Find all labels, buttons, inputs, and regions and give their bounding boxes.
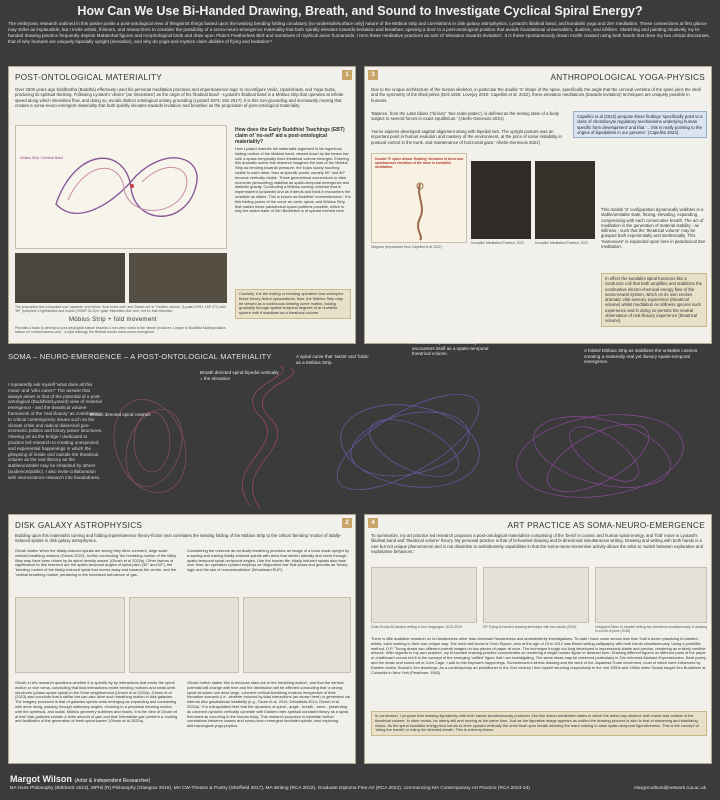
question-heading: How does the Early Buddhist Teachings (EBT) claim of 'no-self' aid a post-ontological materiality? [235,127,345,145]
practice-photo [595,567,707,623]
panel-disk-galaxy [8,514,356,764]
practice-photo [483,567,589,623]
figure-label: Double 'S' spine allows 'floating' elevation of torso and spontaneous elevation of the arms in kundalini meditation. [375,157,464,170]
column-text: Ghosh et al's research questions whether it is specific fly-by interactions that excite the spiral motion or vice versa, concluding that tidal interactions excite bending motions and small-shell structures (phase-space spiral) in the Solar neighborhood (Ghosh et al 2022a). Ghosh et al (2013) also conclude that a stellar bar can also drive such breathing motion in disk galaxies. The imagery produced is that of galaxies spirals arms emerging as expanding and contracting with arms rising, passing through stationary angles, churning in a perpetual bending motion until the spherical, and radial, Möbius geometry sublimes and reacts. It is the view of Ghosh et al that 'disk galaxies contain a finite amount of gas' and that 'interstellar gas' perform a 'cooling and facilitation of the generation of fresh spiral waves' (Ghosh et al 2022a). [15,680,178,724]
spiral-label: A folded Möbius Strip as stabilizes the unstable cosmos, creating a materially real yet illusory spatio-temporal emergence. [584,348,699,365]
spine-figure [371,153,467,243]
note-box: Crucially, it is the folding or bending operation that underpins these theory-fiction speculations, thus, the Möbius Strip may be viewed as a continuous twisting curve motion, folding gradually through spatial temporal degrees of an invisible sphere until it stabilizes as a theatrical volume. [235,289,351,319]
figure-photo [129,253,227,303]
diagram-label: Möbius Strip / Libidinal Band [20,156,63,160]
drawing-image [15,597,125,673]
column-text: Ghosh further states 'this is because stars are in the breathing motion', and that the vertical potential will change with time and the distribution will be affected concluding that 'a strong spiral structure can drive large, coherent vertical breathing motions irrespective of their formation scenario (i.e., whether induced by tidal interactions (as shown here) or generated via internal disc gravitational instability (e.g., Faure et al. 2014; Debattista 2014; Ghosh et al. 2022a).' It is extrapolated here that the dynamics of spiral - angle - breath - arms - presenting as coherent dynamic vertically correlate with Eastern inter-spiritual kundalini theory as a spiral theorised as occurring in the human body. This research proposes to establish further correlations between cosmic and soma-neuro emergent kundalini spirals, next exploring anthropological yoga-physics. [187,680,350,729]
question-body: How Lyotard reaches his materialist argument is his ingenious folding motion of the libidinal band, viewed down by the tensor bar until a space-temporally fixed theatrical volume emerges. Entering this dramatic scene this research imagines the look of the Möbius Strip as bending towards pressure, the loops slowly touching visible to each other, then at specific points, namely 90° and 80° become vertically visible. These geometrical connections or stick moments (amounting) stabilise as spatio-temporal emergence and dialectic gravity. Concluding a Möbius curving universe that is impermanent (unstable) and as it bends and folds it encounters the unstable as stable. This is known as Buddhist 'momentariness'. It is this folding power of the curve as circle, spiral, and Möbius Strip that makes these paradoxical space-patterns possible, which is why the action base of Zen Buddhism is of special interest here. [235,146,351,214]
panel-heading: ART PRACTICE AS SOMA-NEURO-EMERGENCE [507,521,705,530]
meditation-photo [535,161,595,239]
column-text: Ghosh states 'when the tidally-induced spirals are strong they drive coherent, large scale vertical breathing motions (Ghosh 2022)', further concluding 'the breathing motion of the Milky Way may have been driven by its spiral density waves' (Ghosh et al 2022a). Other factors of significance to this research are the spatio-temporal angles of spiral pitch (30° and 60°), the 'bending' motion of the tidally-induced spiral that moves away and towards the centre, and the 'vertical breathing motion' pertaining to the increased turbulence of gas. [15,548,177,577]
author-role: (Artist & Independent Researcher) [74,778,151,784]
note-box: In effect the kundalini spiral functions like a conductor coil that both amplifies and stabilizes the combustive electro-chemical energy flow of the soma-neural system, which on its own excites dramatic vital sensory experience (theatrical volume) whilst meditation as stillness ignores such experience and in doing so permits the neutral observation of real illusory experience (theatrical volume). [601,273,707,327]
quote: 'Balance, from the Latin bilanx ("bi-lanx" 'two scale-plates'), is defined as the resting state of a body subject to several forces in exact equilibrium.' (Abelin-Genevois 2021) [371,111,559,122]
figure-photo [15,253,125,303]
panel-art-practice [364,514,712,764]
panel-body: Due to the unique architecture of the human skeleton, in particular the double 'S' shape of the spine, specifically the angle that the cervical vertebra of the spine joins the skull and the symmetry of the tilted pelvis (Deli 1925; Lovejoy 2010; Capellini et al. 2022), these elevation meditations (towards levitation) techniques are uniquely possible in humans. [371,87,701,103]
image-caption: Chair Scuba Bi-handed writing in four languages, 2013-2023 [371,625,462,629]
image-caption: Untapped Eikon bi-handed writing two directions simultaneously & drawing in a kind of pivot (2018) [595,625,707,634]
author-qualifications: BA Hons Philosophy (Birkbeck 2013), MPhil (R) Philosophy (Glasgow 2016), MA CW-Theatre & Poetry (Sheffield 2017), MA Writing (RCA 2022), Graduate Diploma Fine Art (RCA 2023), commencing MA Contemporary Art Practice (RCA 2023-24) [10,786,530,791]
panel-intro: Building upon this materialist curving and folding impermanence theory-fiction next correlates the twisting folding of the Möbius Strip to the critical 'bending' motion of tidally-induced spirals in disk galaxy astrophysics. [15,533,342,544]
spiral-label: A Möbius Strip that momentarily encounters itself as a spatio-temporal theatrical volume. [412,340,489,357]
mobius-strip-drawing [16,126,228,250]
panel-intro: To summarize, my art practice led research proposes a post-ontological materialism comprising of the 'bend' in cosmic and human spiral energy, and 'fold' move in Lyotard's libidinal band and 'theatrical volume' theory. My personal practice is that of bi-handed drawing and bi-directional simultaneous writing. Drawing and writing with both hands is a rare but not unique phenomenon and is not dissimilar to ambidexterity capabilities in that the soma-neuro-immersive activity allows the artist to 'switch between explorative and exploitative behaviors.' [371,533,704,554]
image-caption: The proposition ties composed now 'upwards' vein below. Soar holds over' and 'Drawn out' is 'Treatise volume'. (Lyotard 1993, 15P-271) with 'BP' (complete 4 lightnesses and moves (1993P 32-8) to 'gaze' intensifies flux' ever, not it's that reduction. [15,305,226,314]
panel-post-ontological [8,66,356,344]
panel-number: 4 [368,518,378,528]
panel-heading: DISK GALAXY ASTROPHYSICS [15,521,143,530]
panel-heading: ANTHROPOLOGICAL YOGA-PHYSICS [550,73,705,82]
mobius-diagram [15,125,227,249]
drawing-image [129,597,239,673]
spine-drawing [372,182,468,242]
poster-title: How Can We Use Bi-Handed Drawing, Breath, and Sound to Investigate Cyclical Spiral Energy? [77,4,643,18]
meditation-photo [471,161,531,239]
panel-body: This double 'S' configuration dynamically wobbles in a stable/unstable state, flexing, elevating, expanding, compressing with each consecutive breath. The act of meditation is the generation of material stability - as stillness - such that the 'theatrical volume' may be grasped both experientially and intellectually. This 'manoeuvre' is expanded upon here in paradoxical Zen meditation. [601,207,706,250]
middle-heading: SOMA – NEURO-EMERGENCE – A POST-ONTOLOGICAL MATERIALITY [8,352,272,361]
column-text: Considering the universe as vertically breathing provokes an image of a torso made upright by a waxing and waning tidally-induced spirals with arms that stretch laterally and move through spatio-temporal spiral-reciprocal angles. Like the human life, tidally-induced spirals also fade over time; an operation Lyotard employs as 'disjunctive bar' that slows and grounds as 'binary logic and the law of noncontradiction' (Woodward EUP). [187,548,349,573]
panel-number: 1 [342,70,352,80]
middle-body: I repeatedly ask myself 'what does all this mean' and 'who cares?' The answer that always arises is that of the potential of a post-ontological (Buddhist/Lyotard) view of material emergence - and the theatrical volume framework of the 'real illusory' as contributing to critical contemporary issues such as the climate crisis and radical dialectical geo-economic politics and binary power structures. Viewing art as the bridge / dedicated to practice led research to creating unexpected and experiential happenings in which the glimpsing of inside and outside the theatrical volume as the real illusory as the stable/unstable may be inhabited by others (audience/public). I also invite collaboration with neuroscience research into handedness. [8,382,103,480]
practice-photo [371,567,477,623]
sub-text: Provides a basis to develop a post-ontological stance towards a 'non-view' which is the 'desire' produces. Unique to Buddhist Madhyamaka's stance on 'consciousness-only' - a rigid ontology, the libidinal band's soma-neuro-emergence. [15,326,226,335]
spiral-label: Breath directed spiral bipedal vertically = the elevation [200,370,279,381]
image-caption: Kundalini Meditation Practice, 2022 [471,241,525,245]
author-name-text: Margot Wilson [10,774,72,784]
figure-caption: Diagram (reproduced from Capellini et al 2022) [371,245,442,249]
intro-text: The embryonic research outlined in this poster posits a post-ontological view of things/not things based upon the twisting bending folding circulatory [no-underside/surface only] nature of the Möbius strip and correlations in disk galaxy astrophysics, Lyotard's libidinal band, and kundalini yoga and Zen meditation. These connections at first glance may strike as implausible, but I invite artists, thinkers, and researchers to consider the possibility of a soma-neuro-emergence materiality that both spirally elevates towards levitation and breathes: opening a door to a post-ontological position that avoids foundational universalism, dualism, and nihilism. Sketching and painting intuitively my bi-handed drawing practice frequently depicts Mahārchal figures and morphological birds and draw upon Plato's Featherless Bird and narratives of mythical avian humanoids. I term these meditative practices as acts of 'elevation towards levitation'. It is these spontaneously drawn motifs created using both hands that drive my two critical discourses, that of why humans are uniquely bipedally upright (elevation), and why do yogis and mystics claim abilities of flying and levitation? [8,21,711,44]
panel-anthropological [364,66,712,344]
author-name [10,774,150,784]
conclusion-box: In conclusion, I propose that drawing figuratively with both hands simultaneously produces Zen-like action-meditative states in which the artist may observe both inside and outside of the theatrical volume. In other words, be utterly still and moving at the same time. Just as the figurative image appears as unified the drawing process is akin to that of streaming and stabilizing chaos. As the spiral kundalini energy flow bends to drive upward vertically the arms float upon breath allowing the mark making to arise spatio-temporal figurativeness. This is the concept of 'riding the breath' or riding the directed-breath. This is a theory-fiction. [371,711,707,736]
drawing-image [243,597,351,673]
panel-number: 2 [342,518,352,528]
spiral-label: Breath directed spiral cosmos [90,412,151,417]
panel-body: There is little available research on bi-handedness other than dominant handedness and ambidexterity investigations. To date I have come across less than 'half a dozen practicing bi-handed artists, each working in their own unique way. The most well-know is Chen Siyuan, who at the age of 24 in 2012 was filmed writing calligraphy with both hands simultaneously. Using a pointillist method, D.P. 'Tuong draws two different portrait images on two pieces of paper at once. The technique though not long developed is impressively stable and precise, rendering an entirely credible artwork. With regards to my own practice, my bi-handed drawing practice concentrates on rendering a single human figure or abstract form. Drawing different figures on different parts of the paper or chalkboard occurs but it is the concept of the emerging 'unified' figure that I am investigating. The same ideas may be observed particularly in Zen informed Abstract Expressionism, Beat poetry, and the music and sound art of John Cage. I add to this Kaprow's happenings, Schneemann's kinetic drawing and the work of the Japanese Gutai movement, most of which were influenced by Eastern and/or Suzuki's Zen teachings. As a contemporary art practitioner in the 21st century I find myself returning respectively to the mid 1950s and 1960s when Suzuki taught Zen Buddhism at Columbia in New York (Pearlman: 1962). [371,636,707,675]
image-caption: Kundalini Meditation Practice, 2022 [535,241,589,245]
quote: 'Homo sapiens developed sagittal alignment along with bipedal ram. The upright posture was an important point in human evolution and mastery of the environment, at the price of some instability in postural control in the trunk, and maintenance of horizontal gaze.' Abelin-Genevois 2021) [371,129,562,145]
author-email[interactable]: margot.wilson@network.rca.ac.uk [633,786,706,791]
panel-number: 3 [368,70,378,80]
panel-heading: POST-ONTOLOGICAL MATERIALITY [15,73,163,82]
sub-label: Möbius Strip + fold movement [69,317,157,323]
blue-note: Capellini et al (2022) propose these findings 'specifically point to a class of chondrocyte regulatory mechanisms underlying human specific form development' and that '... this is really pointing to the origins of bipedalism in our genome'. (Capellini 2022). [573,111,707,138]
panel-body: Over 2500 years ago Siddhartha (Buddha) effectively used his personal meditation practices and impermanence logic to reconfigure Vedic, Upanishads, and Yoga Sutra, producing its spiritual thinking. Following Lyotard's 'desire' (as 'intensities') as the origin of his 'libidinal band' - Lyotard's libidinal band is a Möbius strip that operates at infinite speed along which intensities flow, and doing so, avoids distinct ontological unitary grounding (Lyotard 1974; Sim 2017). It is this non-grounding and incessantly moving that creates a soma-neuro-emergent materiality that both spirally elevates towards levitation and breathes as the proposition of post-ontological materiality. [15,87,344,108]
image-caption: DP Trying bi-handed drawing technique with two hands (2019) [483,625,577,629]
spiral-label: A spiral curve that 'twists' and 'folds' as a Möbius Strip. [296,354,369,365]
